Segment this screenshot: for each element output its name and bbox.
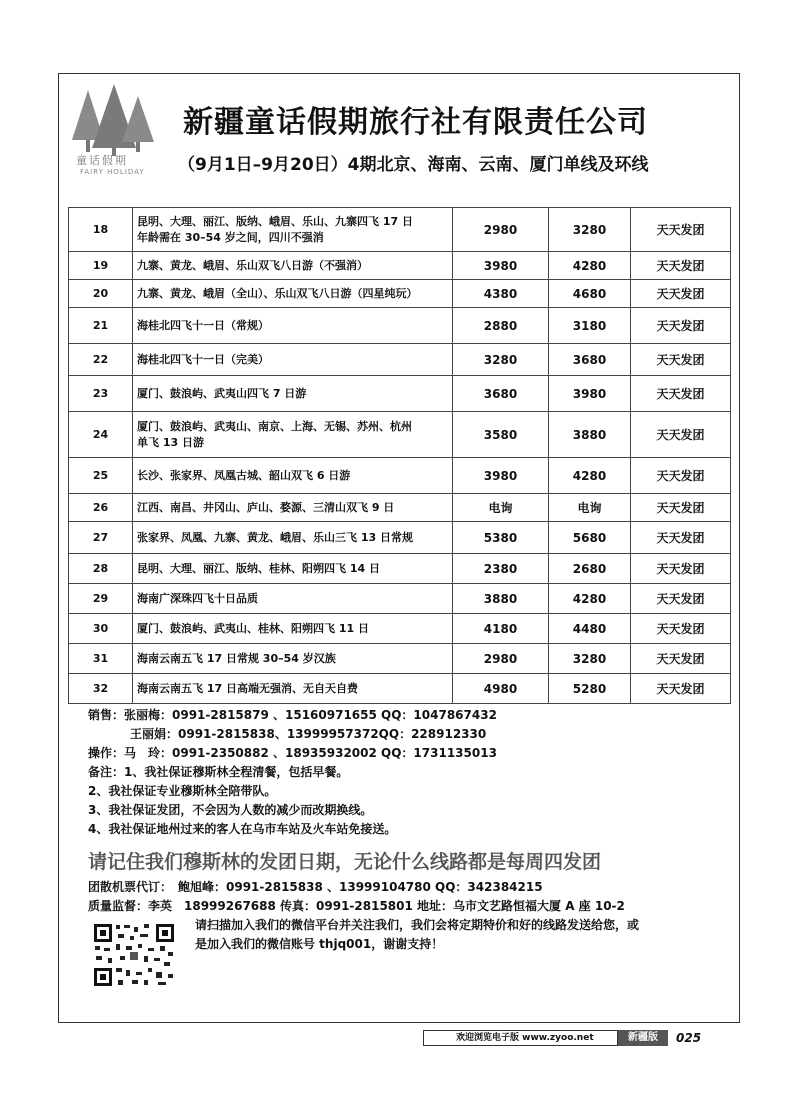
price-second: 3180	[549, 308, 631, 344]
route-price-table	[68, 207, 731, 704]
ticket-agent: 团散机票代订： 鲍旭峰：0991-2815838 、13999104780 QQ：342384215	[88, 880, 543, 894]
price-adult: 电询	[453, 494, 549, 522]
row-number: 20	[69, 280, 133, 308]
route-name: 海桂北四飞十一日（完美）	[133, 344, 453, 376]
table-row	[69, 674, 731, 704]
route-name: 昆明、大理、丽江、版纳、桂林、阳朔四飞 14 日	[133, 554, 453, 584]
route-name: 厦门、鼓浪屿、武夷山、南京、上海、无锡、苏州、杭州 单飞 13 日游	[133, 412, 453, 458]
departure-schedule: 天天发团	[631, 494, 731, 522]
page-number: 025	[676, 1031, 702, 1045]
route-name: 张家界、凤凰、九寨、黄龙、峨眉、乐山三飞 13 日常规	[133, 522, 453, 554]
table-row	[69, 376, 731, 412]
note-4: 4、我社保证地州过来的客人在乌市车站及火车站免接送。	[88, 822, 397, 836]
table-row	[69, 522, 731, 554]
row-number: 25	[69, 458, 133, 494]
departure-schedule: 天天发团	[631, 554, 731, 584]
note-2: 2、我社保证专业穆斯林全陪带队。	[88, 784, 277, 798]
route-name: 九寨、黄龙、峨眉（全山）、乐山双飞八日游（四星纯玩）	[133, 280, 453, 308]
departure-schedule: 天天发团	[631, 208, 731, 252]
table-row	[69, 252, 731, 280]
price-adult: 2380	[453, 554, 549, 584]
row-number: 18	[69, 208, 133, 252]
note-3: 3、我社保证发团，不会因为人数的减少而改期换线。	[88, 803, 373, 817]
price-second: 3880	[549, 412, 631, 458]
operations-contact: 操作：马 玲：0991-2350882 、18935932002 QQ：1731135013	[88, 746, 497, 760]
departure-schedule: 天天发团	[631, 252, 731, 280]
route-name: 昆明、大理、丽江、版纳、峨眉、乐山、九寨四飞 17 日 年龄需在 30–54 岁之间，四川不强消	[133, 208, 453, 252]
table-row	[69, 280, 731, 308]
departure-schedule: 天天发团	[631, 458, 731, 494]
route-name: 海南云南五飞 17 日高端无强消、无自天自费	[133, 674, 453, 704]
logo-cn-text: 童话假期	[76, 154, 128, 167]
row-number: 21	[69, 308, 133, 344]
departure-schedule: 天天发团	[631, 522, 731, 554]
departure-schedule: 天天发团	[631, 308, 731, 344]
price-adult: 2980	[453, 644, 549, 674]
table-row	[69, 644, 731, 674]
row-number: 30	[69, 614, 133, 644]
price-adult: 3580	[453, 412, 549, 458]
row-number: 19	[69, 252, 133, 280]
row-number: 26	[69, 494, 133, 522]
route-name: 厦门、鼓浪屿、武夷山、桂林、阳朔四飞 11 日	[133, 614, 453, 644]
price-adult: 3880	[453, 584, 549, 614]
price-second: 3280	[549, 644, 631, 674]
price-adult: 4380	[453, 280, 549, 308]
price-second: 4280	[549, 252, 631, 280]
price-adult: 4180	[453, 614, 549, 644]
wechat-text-2: 是加入我们的微信账号 thjq001，谢谢支持！	[195, 937, 444, 951]
sales-contact-1: 销售：张丽梅：0991-2815879 、15160971655 QQ：1047867432	[88, 708, 497, 722]
table-row	[69, 554, 731, 584]
row-number: 23	[69, 376, 133, 412]
row-number: 24	[69, 412, 133, 458]
price-adult: 2980	[453, 208, 549, 252]
price-adult: 2880	[453, 308, 549, 344]
departure-schedule: 天天发团	[631, 412, 731, 458]
departure-schedule: 天天发团	[631, 376, 731, 412]
table-row	[69, 494, 731, 522]
table-row	[69, 208, 731, 252]
table-row	[69, 308, 731, 344]
departure-schedule: 天天发团	[631, 644, 731, 674]
footer-link[interactable]: 欢迎浏览电子版 www.zyoo.net	[423, 1030, 618, 1046]
logo-en-text: FAIRY HOLIDAY	[80, 168, 145, 176]
row-number: 28	[69, 554, 133, 584]
row-number: 31	[69, 644, 133, 674]
table-row	[69, 412, 731, 458]
price-second: 3680	[549, 344, 631, 376]
price-second: 2680	[549, 554, 631, 584]
route-name: 长沙、张家界、凤凰古城、韶山双飞 6 日游	[133, 458, 453, 494]
row-number: 22	[69, 344, 133, 376]
price-second: 5280	[549, 674, 631, 704]
period-subtitle: （9月1日–9月20日）4期北京、海南、云南、厦门单线及环线	[178, 155, 649, 175]
price-second: 3280	[549, 208, 631, 252]
footer	[423, 1030, 743, 1046]
quality-supervision: 质量监督：李英 18999267688 传真：0991-2815801 地址：乌市文艺路恒福大厦 A 座 10-2	[88, 899, 625, 913]
price-adult: 3980	[453, 458, 549, 494]
price-second: 3980	[549, 376, 631, 412]
price-adult: 4980	[453, 674, 549, 704]
company-title: 新疆童话假期旅行社有限责任公司	[183, 105, 648, 140]
price-second: 4680	[549, 280, 631, 308]
route-name: 厦门、鼓浪屿、武夷山四飞 7 日游	[133, 376, 453, 412]
table-row	[69, 614, 731, 644]
table-row	[69, 584, 731, 614]
price-second: 4280	[549, 584, 631, 614]
departure-schedule: 天天发团	[631, 584, 731, 614]
price-adult: 3680	[453, 376, 549, 412]
departure-schedule: 天天发团	[631, 280, 731, 308]
price-second: 5680	[549, 522, 631, 554]
wechat-text-1: 请扫描加入我们的微信平台并关注我们，我们会将定期特价和好的线路发送给您，或	[195, 918, 640, 932]
table-row	[69, 344, 731, 376]
price-adult: 5380	[453, 522, 549, 554]
route-name: 海南云南五飞 17 日常规 30–54 岁汉族	[133, 644, 453, 674]
wechat-qr-code-icon[interactable]	[92, 922, 176, 988]
price-second: 电询	[549, 494, 631, 522]
route-name: 江西、南昌、井冈山、庐山、婺源、三清山双飞 9 日	[133, 494, 453, 522]
note-1: 备注：1、我社保证穆斯林全程清餐，包括早餐。	[88, 765, 349, 779]
price-adult: 3980	[453, 252, 549, 280]
table-row	[69, 458, 731, 494]
price-adult: 3280	[453, 344, 549, 376]
row-number: 27	[69, 522, 133, 554]
departure-schedule: 天天发团	[631, 674, 731, 704]
route-name: 海南广深珠四飞十日品质	[133, 584, 453, 614]
edition-tag: 新疆版	[618, 1030, 668, 1046]
departure-schedule: 天天发团	[631, 344, 731, 376]
price-second: 4480	[549, 614, 631, 644]
slogan-banner: 请记住我们穆斯林的发团日期，无论什么线路都是每周四发团	[88, 851, 602, 873]
row-number: 29	[69, 584, 133, 614]
row-number: 32	[69, 674, 133, 704]
route-name: 九寨、黄龙、峨眉、乐山双飞八日游（不强消）	[133, 252, 453, 280]
departure-schedule: 天天发团	[631, 614, 731, 644]
price-second: 4280	[549, 458, 631, 494]
sales-contact-2: 王丽娟：0991-2815838、13999957372QQ：228912330	[130, 727, 487, 741]
route-name: 海桂北四飞十一日（常规）	[133, 308, 453, 344]
